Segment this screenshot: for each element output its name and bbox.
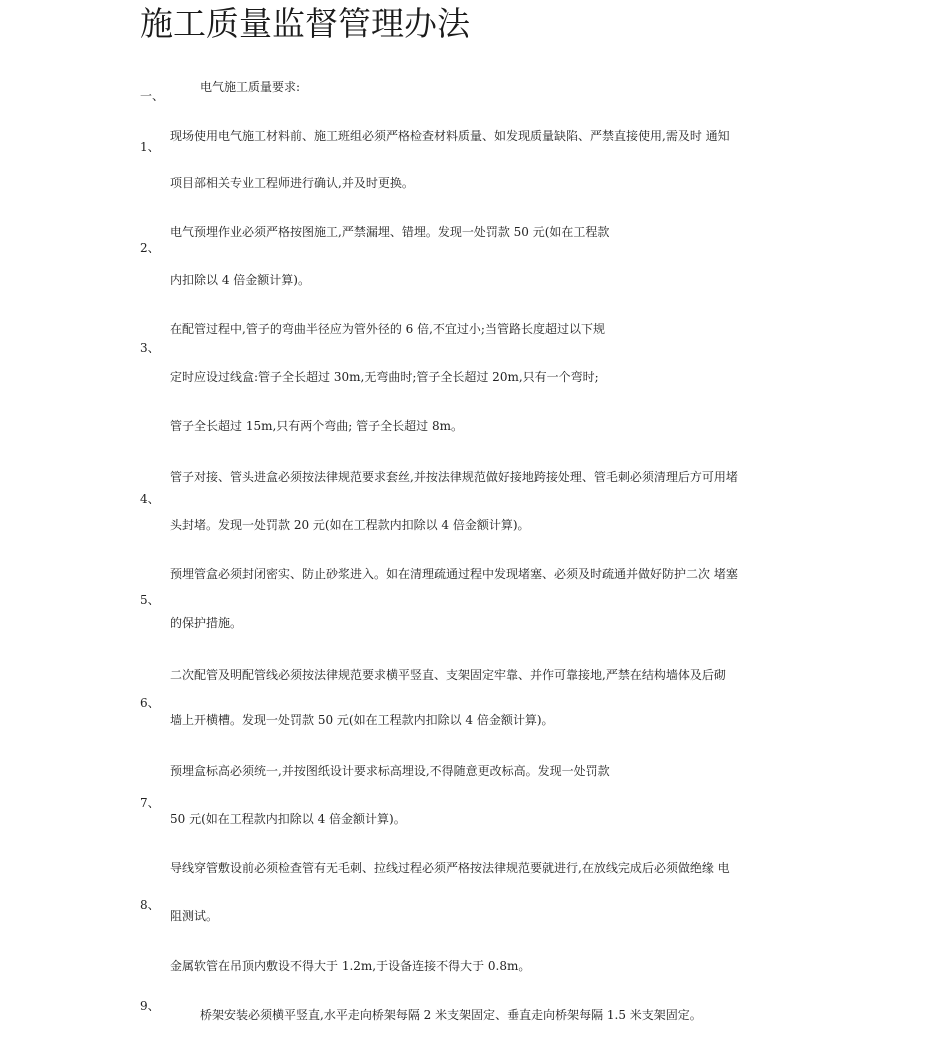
item-number: 4、 — [140, 492, 160, 506]
item-number: 9、 — [140, 999, 160, 1013]
item-line: 墙上开横槽。发现一处罚款 50 元(如在工程款内扣除以 4 倍金额计算)。 — [170, 713, 554, 727]
item-number: 5、 — [140, 593, 160, 607]
item-line: 阻测试。 — [170, 909, 219, 923]
item-line: 金属软管在吊顶内敷设不得大于 1.2m,于设备连接不得大于 0.8m。 — [170, 959, 531, 973]
item-number: 7、 — [140, 796, 160, 810]
item-number: 6、 — [140, 696, 160, 710]
item-line: 二次配管及明配管线必须按法律规范要求横平竖直、支架固定牢靠、并作可靠接地,严禁在结构墙体及后砌 — [170, 668, 726, 682]
item-number: 2、 — [140, 241, 160, 255]
item-line: 桥架安装必须横平竖直,水平走向桥架每隔 2 米支架固定、垂直走向桥架每隔 1.5 米支架固定。 — [200, 1008, 702, 1022]
item-line: 项目部相关专业工程师进行确认,并及时更换。 — [170, 176, 414, 190]
item-line: 预埋盒标高必须统一,并按图纸设计要求标高埋设,不得随意更改标高。发现一处罚款 — [170, 764, 610, 778]
item-number: 3、 — [140, 341, 160, 355]
item-line: 50 元(如在工程款内扣除以 4 倍金额计算)。 — [170, 812, 406, 826]
item-line: 定时应设过线盒:管子全长超过 30m,无弯曲时;管子全长超过 20m,只有一个弯时; — [170, 370, 599, 384]
item-line: 的保护措施。 — [170, 616, 243, 630]
document-title: 施工质量监督管理办法 — [140, 4, 470, 43]
item-number: 8、 — [140, 898, 160, 912]
item-line: 头封堵。发现一处罚款 20 元(如在工程款内扣除以 4 倍金额计算)。 — [170, 518, 530, 532]
item-line: 现场使用电气施工材料前、施工班组必须严格检查材料质量、如发现质量缺陷、严禁直接使用,需及时 通知 — [170, 129, 730, 143]
item-line: 电气预埋作业必须严格按图施工,严禁漏埋、错埋。发现一处罚款 50 元(如在工程款 — [170, 225, 610, 239]
item-line: 导线穿管敷设前必须检查管有无毛刺、拉线过程必须严格按法律规范要就进行,在放线完成后必须做绝缘 电 — [170, 861, 730, 875]
item-number: 1、 — [140, 140, 160, 154]
item-line: 内扣除以 4 倍金额计算)。 — [170, 273, 310, 287]
item-line: 预埋管盒必须封闭密实、防止砂浆进入。如在清理疏通过程中发现堵塞、必须及时疏通并做好防护二次 堵塞 — [170, 567, 738, 581]
item-line: 管子全长超过 15m,只有两个弯曲; 管子全长超过 8m。 — [170, 419, 463, 433]
item-line: 在配管过程中,管子的弯曲半径应为管外径的 6 倍,不宜过小;当管路长度超过以下规 — [170, 322, 605, 336]
section-number: 一、 — [140, 89, 165, 103]
section-title: 电气施工质量要求: — [200, 80, 301, 94]
item-line: 管子对接、管头进盒必须按法律规范要求套丝,并按法律规范做好接地跨接处理、管毛刺必须清理后方可用堵 — [170, 470, 738, 484]
